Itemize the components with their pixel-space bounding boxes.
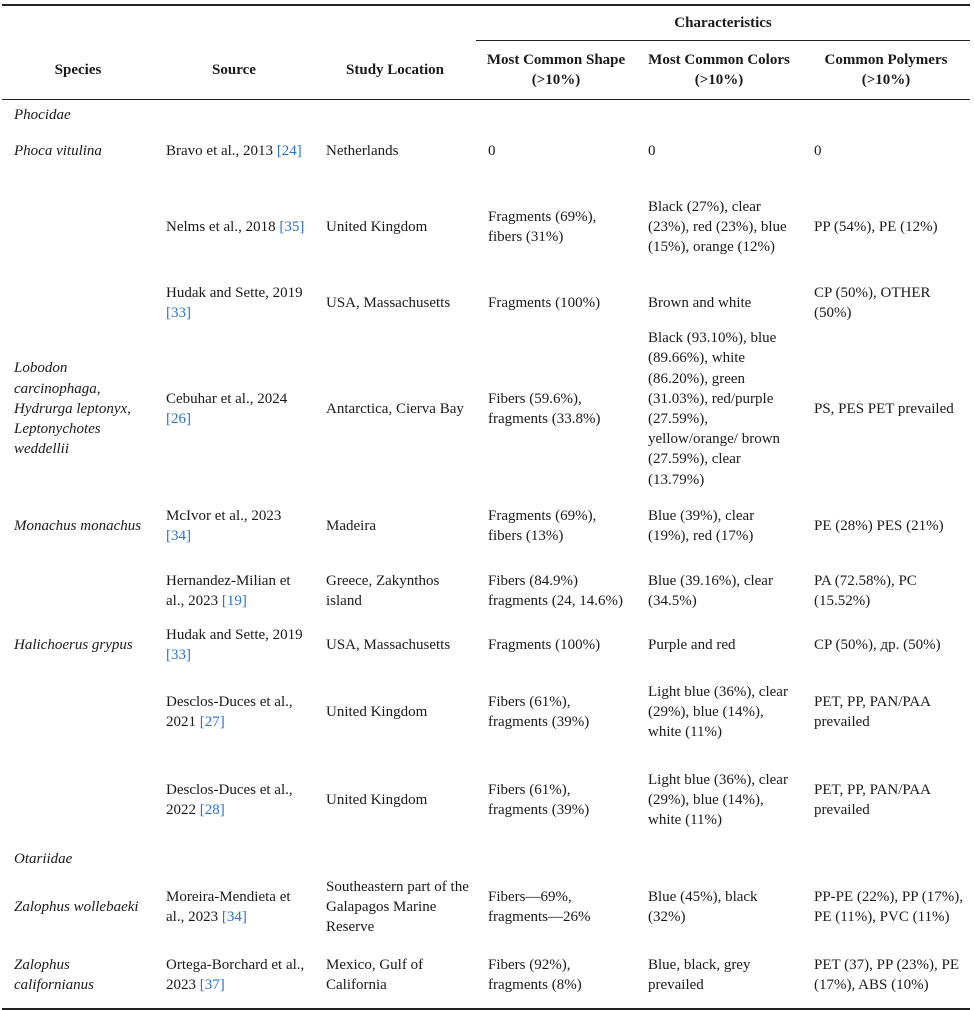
- header-location: Study Location: [314, 41, 476, 100]
- header-polymers: Common Polymers (>10%): [802, 41, 970, 100]
- shape-cell: Fibers (92%), fragments (8%): [476, 942, 636, 1009]
- source-text: Hernandez-Milian et al., 2023: [166, 572, 291, 609]
- ref-link[interactable]: [27]: [199, 714, 225, 730]
- species-cell: [2, 756, 154, 844]
- species-cell: [2, 668, 154, 756]
- location-cell: USA, Massachusetts: [326, 636, 451, 653]
- shape-cell: Fragments (69%), fibers (13%): [488, 507, 597, 544]
- shape-cell: Fibers—69%, fragments—26%: [488, 888, 591, 925]
- source-text: McIvor et al., 2023: [166, 507, 282, 524]
- polymers-cell: PET, PP, PAN/PAA prevailed: [814, 781, 931, 818]
- table-row: [2, 326, 970, 492]
- table-row: [2, 872, 970, 942]
- polymers-cell: 0: [814, 142, 822, 159]
- ref-link[interactable]: [26]: [166, 411, 191, 427]
- species-cell: Phoca vitulina: [14, 142, 102, 159]
- source-text: Ortega-Borchard et al., 2023: [166, 956, 305, 993]
- location-cell: Netherlands: [326, 142, 399, 159]
- polymers-cell: PP-PE (22%), PP (17%), PE (11%), PVC (11%): [814, 888, 964, 925]
- species-cell: Lobodon carcinophaga, Hydrurga leptonyx, Leptonychotes weddellii: [14, 360, 131, 458]
- table-row: [2, 560, 970, 622]
- location-cell: United Kingdom: [326, 791, 428, 808]
- shape-cell: Fragments (100%): [488, 294, 601, 311]
- ref-link[interactable]: [37]: [199, 977, 225, 993]
- header-colors: Most Common Colors (>10%): [636, 41, 802, 100]
- source-cell: [154, 668, 314, 756]
- source-cell: [154, 128, 314, 174]
- table-row: [2, 128, 970, 174]
- shape-cell: Fragments (69%), fibers (31%): [488, 208, 597, 245]
- location-cell: Greece, Zakynthos island: [326, 572, 440, 609]
- group-row-otariidae: [2, 844, 970, 872]
- header-characteristics: Characteristics: [476, 5, 970, 41]
- ref-link[interactable]: [33]: [166, 305, 191, 321]
- polymers-cell: PA (72.58%), PC (15.52%): [814, 572, 917, 609]
- ref-link[interactable]: [33]: [166, 647, 191, 663]
- source-text: Desclos-Duces et al., 2021: [166, 693, 293, 730]
- location-cell: Madeira: [326, 517, 376, 534]
- location-cell: USA, Massachusetts: [326, 294, 451, 311]
- ref-link[interactable]: [34]: [166, 528, 191, 544]
- colors-cell: Blue (39%), clear (19%), red (17%): [648, 507, 755, 544]
- source-text: Nelms et al., 2018: [166, 218, 280, 235]
- colors-cell: Black (93.10%), blue (89.66%), white (86.20%), green (31.03%), red/purple (27.59%), yellow/orange/ brown (27.59%), clear (13.79%): [648, 330, 781, 488]
- species-cell: [2, 280, 154, 326]
- source-cell: [154, 756, 314, 844]
- group-row-phocidae: [2, 100, 970, 129]
- ref-link[interactable]: [35]: [279, 218, 305, 235]
- species-cell: Halichoerus grypus: [14, 636, 133, 653]
- source-text: Desclos-Duces et al., 2022: [166, 781, 293, 818]
- table-row: [2, 668, 970, 756]
- location-cell: Mexico, Gulf of California: [314, 942, 476, 1009]
- group-label: Otariidae: [14, 850, 73, 867]
- shape-cell: Fibers (84.9%) fragments (24, 14.6%): [488, 572, 623, 609]
- microplastics-table: [2, 4, 970, 1010]
- polymers-cell: PP (54%), PE (12%): [814, 218, 938, 235]
- polymers-cell: PET (37), PP (23%), PE (17%), ABS (10%): [802, 942, 970, 1009]
- table-row: [2, 492, 970, 560]
- source-cell: [154, 174, 314, 280]
- colors-cell: Blue (39.16%), clear (34.5%): [648, 572, 773, 609]
- source-text: Hudak and Sette, 2019: [166, 626, 303, 643]
- polymers-cell: CP (50%), др. (50%): [814, 636, 941, 653]
- colors-cell: Black (27%), clear (23%), red (23%), blue (15%), orange (12%): [648, 198, 787, 256]
- source-cell: [154, 560, 314, 622]
- shape-cell: Fibers (61%), fragments (39%): [488, 781, 590, 818]
- location-cell: Antarctica, Cierva Bay: [326, 400, 464, 417]
- shape-cell: Fibers (59.6%), fragments (33.8%): [488, 390, 601, 427]
- ref-link[interactable]: [28]: [199, 802, 225, 818]
- source-cell: [154, 326, 314, 492]
- table-row: [2, 280, 970, 326]
- header-shape: Most Common Shape (>10%): [476, 41, 636, 100]
- colors-cell: Brown and white: [648, 294, 752, 311]
- ref-link[interactable]: [34]: [221, 909, 247, 925]
- source-text: Bravo et al., 2013: [166, 142, 277, 159]
- ref-link[interactable]: [19]: [221, 593, 247, 609]
- header-blank: [154, 5, 314, 41]
- species-cell: Monachus monachus: [14, 517, 142, 534]
- header-row-top: [2, 5, 970, 41]
- source-cell: [154, 280, 314, 326]
- source-text: Moreira-Mendieta et al., 2023: [166, 888, 291, 925]
- header-blank: [2, 5, 154, 41]
- shape-cell: 0: [488, 142, 496, 159]
- colors-cell: Blue, black, grey prevailed: [636, 942, 802, 1009]
- location-cell: Southeastern part of the Galapagos Marine Reserve: [326, 878, 469, 936]
- species-cell: [2, 560, 154, 622]
- polymers-cell: CP (50%), OTHER (50%): [814, 284, 931, 321]
- table-row: [2, 622, 970, 668]
- group-label: Phocidae: [14, 106, 71, 123]
- source-cell: [154, 942, 314, 1009]
- species-cell: Zalophus californianus: [2, 942, 154, 1009]
- colors-cell: Purple and red: [648, 636, 736, 653]
- source-cell: [154, 622, 314, 668]
- header-blank: [314, 5, 476, 41]
- ref-link[interactable]: [24]: [276, 142, 302, 159]
- colors-cell: Light blue (36%), clear (29%), blue (14%), white (11%): [648, 683, 788, 741]
- polymers-cell: PS, PES PET prevailed: [814, 400, 954, 417]
- table-row: [2, 756, 970, 844]
- table-row: [2, 174, 970, 280]
- species-cell: Zalophus wollebaeki: [14, 898, 139, 915]
- shape-cell: Fragments (100%): [488, 636, 601, 653]
- source-text: Hudak and Sette, 2019: [166, 284, 303, 301]
- location-cell: United Kingdom: [326, 218, 428, 235]
- source-cell: [154, 492, 314, 560]
- polymers-cell: PE (28%) PES (21%): [814, 517, 944, 534]
- polymers-cell: PET, PP, PAN/PAA prevailed: [814, 693, 931, 730]
- colors-cell: 0: [648, 142, 656, 159]
- species-cell: [2, 174, 154, 280]
- colors-cell: Blue (45%), black (32%): [648, 888, 758, 925]
- source-cell: [154, 872, 314, 942]
- colors-cell: Light blue (36%), clear (29%), blue (14%), white (11%): [648, 771, 788, 829]
- table-row: [2, 942, 970, 1009]
- header-source: Source: [154, 41, 314, 100]
- location-cell: United Kingdom: [326, 703, 428, 720]
- source-text: Cebuhar et al., 2024: [166, 390, 288, 407]
- header-row: [2, 41, 970, 100]
- shape-cell: Fibers (61%), fragments (39%): [488, 693, 590, 730]
- header-species: Species: [2, 41, 154, 100]
